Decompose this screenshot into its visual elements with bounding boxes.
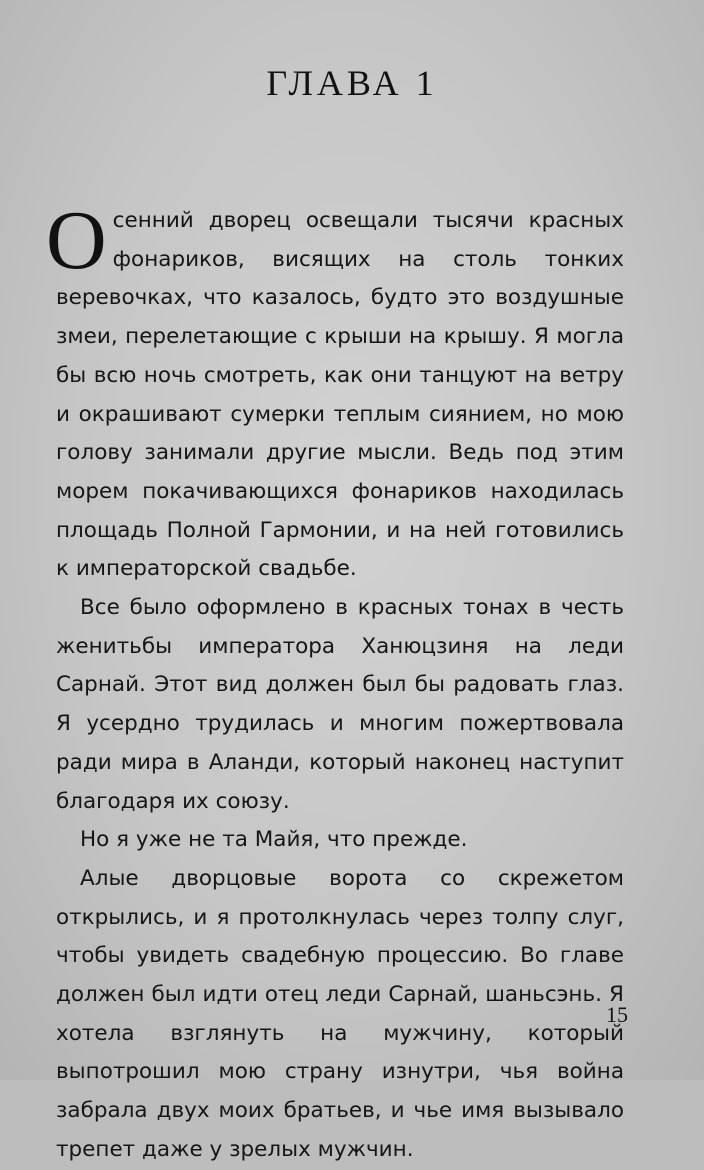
drop-cap: О xyxy=(46,194,107,287)
paragraph-3: Но я уже не та Майя, что прежде. xyxy=(80,827,468,853)
paragraph-1 xyxy=(46,194,624,589)
page-number: 15 xyxy=(606,1002,628,1027)
chapter-title: ГЛАВА 1 xyxy=(266,63,438,103)
paragraph-1-text: сенний дворец освещали тысячи красных фонариков, висящих на столь тонких веревочках, что казалось, будто это воздушные змеи, перелетающие с крыши на крышу. Я могла бы всю ночь смотреть, как они танцуют на ветру и окрашивают сумерки теплым сиянием, но мою голову занимали другие мысли. Ведь под этим морем покачивающихся фонариков находилась площадь Полной Гармонии, и на ней готовились к императорской свадьбе. xyxy=(56,208,624,582)
body-text xyxy=(46,194,624,1170)
paragraph-4: Алые дворцовые ворота со скрежетом открылись, и я протолкнулась через толпу слуг, чтобы увидеть свадебную процессию. Во главе должен был идти отец леди Сарнай, шаньсэнь. Я хотела взглянуть на мужчину, который выпотрошил мою страну изнутри, чья война забрала двух моих братьев, и чье имя вызывало трепет даже у зрелых мужчин. xyxy=(56,865,624,1162)
paragraph-2: Все было оформлено в красных тонах в честь женитьбы императора Ханюцзиня на леди Сарнай. Этот вид должен был бы радовать глаз. Я усердно трудилась и многим пожертвовала ради мира в Аланди, который наконец наступит благодаря их союзу. xyxy=(56,595,624,814)
